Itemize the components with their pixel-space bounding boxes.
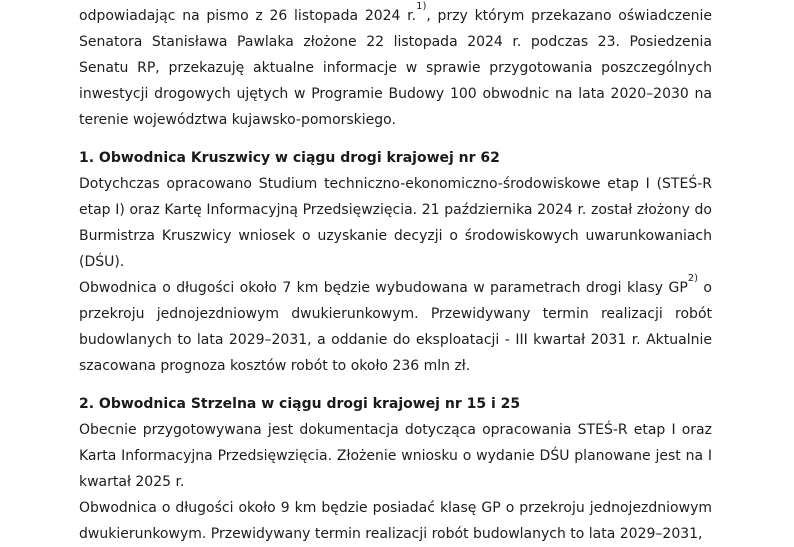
section-2-heading: 2. Obwodnica Strzelna w ciągu drogi krajowej nr 15 i 25 (79, 396, 521, 412)
footnote-ref-2: 2) (687, 273, 699, 285)
section-1-paragraph-2-text-continued: o przekroju jednojezdniowym dwukierunkowym. Przewidywany termin realizacji robót budowlanych to lata 2029–2031, a oddanie do eksploatacji - III kwartał 2031 r. Aktualnie szacowana prognoza kosztów robót to około 236 mln zł. (79, 280, 713, 374)
footnote-ref-1: 1) (416, 1, 427, 13)
section-1-paragraph-2 (79, 275, 712, 379)
section-2-paragraph-1: Obecnie przygotowywana jest dokumentacja dotycząca opracowania STEŚ-R etap I oraz Karta Informacyjna Przedsięwzięcia. Złożenie wniosku o wydanie DŚU planowane jest na I kwartał 2025 r. (79, 422, 712, 490)
section-2-paragraph-2: Obwodnica o długości około 9 km będzie posiadać klasę GP o przekroju jednojezdniowym dwukierunkowym. Przewidywany termin realizacji robót budowlanych to lata 2029–2031, (79, 500, 712, 542)
intro-text: odpowiadając na pismo z 26 listopada 2024 r. (79, 8, 417, 24)
section-1-heading: 1. Obwodnica Kruszwicy w ciągu drogi krajowej nr 62 (79, 150, 500, 166)
section-1-paragraph-2-text: Obwodnica o długości około 7 km będzie wybudowana w parametrach drogi klasy GP (79, 280, 688, 296)
section-1-paragraph-1: Dotychczas opracowano Studium techniczno-ekonomiczno-środowiskowe etap I (STEŚ-R etap I) oraz Kartę Informacyjną Przedsięwzięcia. 21 października 2024 r. został złożony do Burmistrza Kruszwicy wniosek o uzyskanie decyzji o środowiskowych uwarunkowaniach (DŚU). (79, 176, 712, 270)
intro-text-continued: , przy którym przekazano oświadczenie Senatora Stanisława Pawlaka złożone 22 listopada 2024 r. podczas 23. Posiedzenia Senatu RP, przekazuję aktualne informacje w sprawie przygotowania poszczególnych inwestycji drogowych ujętych w Programie Budowy 100 obwodnic na lata 2020–2030 na terenie województwa kujawsko-pomorskiego. (79, 8, 712, 128)
intro-paragraph (79, 3, 712, 133)
